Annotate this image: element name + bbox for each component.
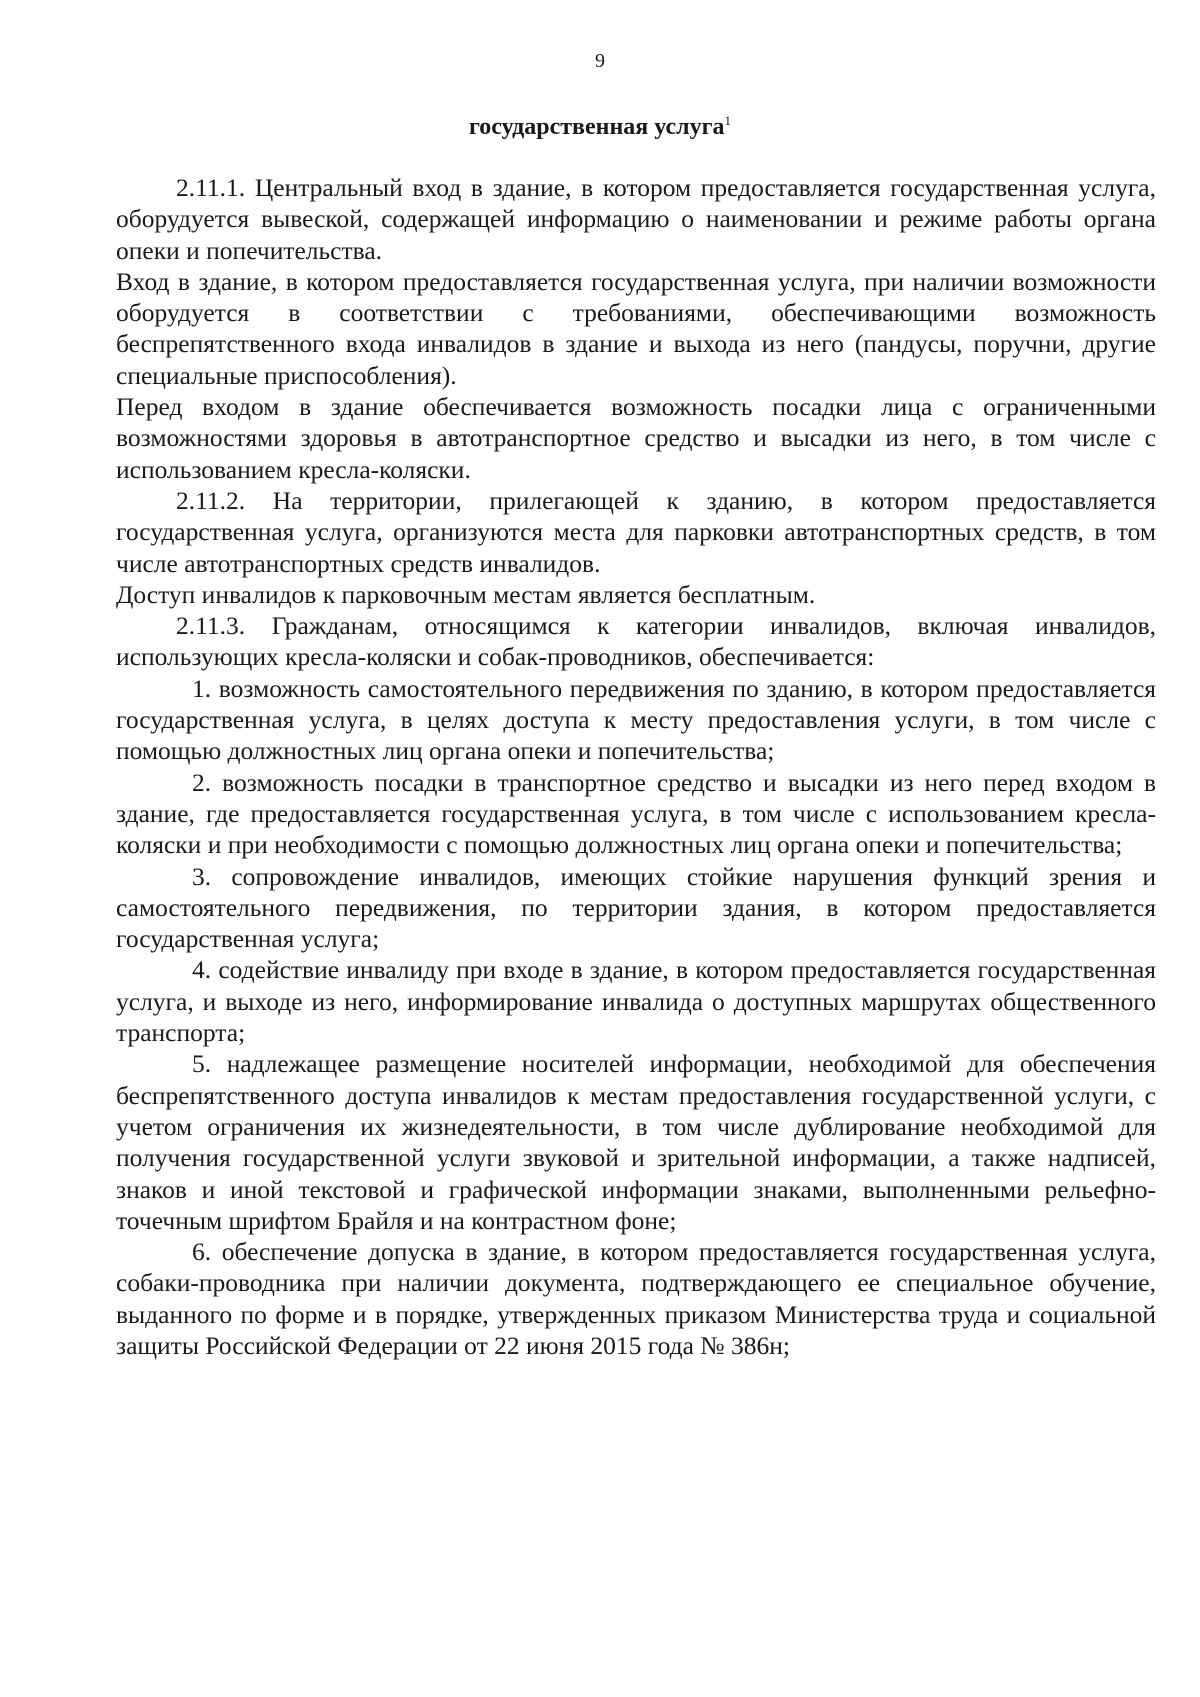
heading-footnote-mark: 1: [724, 113, 732, 128]
list-item-2: 2. возможность посадки в транспортное средство и высадки из него перед входом в здание, где предоставляется государственная услуга, в том числе с использованием кресла-коляски и при необходимости с помощью должностных лиц органа опеки и попечительства;: [116, 767, 1156, 860]
section-heading: [0, 113, 1200, 141]
heading-text: государственная услуга: [468, 114, 725, 140]
document-body: [116, 172, 1156, 1361]
list-item-3: 3. сопровождение инвалидов, имеющих стойкие нарушения функций зрения и самостоятельного передвижения, по территории здания, в котором предоставляется государственная услуга;: [116, 861, 1156, 954]
paragraph-2-11-2: 2.11.2. На территории, прилегающей к зданию, в котором предоставляется государственная услуга, организуются места для парковки автотранспортных средств, в том числе автотранспортных средств инвалидов.: [116, 485, 1156, 578]
paragraph-boarding: Перед входом в здание обеспечивается возможность посадки лица с ограниченными возможностями здоровья в автотранспортное средство и высадки из него, в том числе с использованием кресла-коляски.: [116, 392, 1156, 484]
page-number: 9: [595, 50, 605, 72]
list-item-4: 4. содействие инвалиду при входе в здание, в котором предоставляется государственная услуга, и выходе из него, информирование инвалида о доступных маршрутах общественного транспорта;: [116, 955, 1156, 1048]
list-item-1: 1. возможность самостоятельного передвижения по зданию, в котором предоставляется государственная услуга, в целях доступа к месту предоставления услуги, в том числе с помощью должностных лиц органа опеки и попечительства;: [116, 673, 1156, 766]
paragraph-2-11-3: 2.11.3. Гражданам, относящимся к категории инвалидов, включая инвалидов, использующих кресла-коляски и собак-проводников, обеспечивается:: [116, 611, 1156, 672]
list-item-5: 5. надлежащее размещение носителей информации, необходимой для обеспечения беспрепятственного доступа инвалидов к местам предоставления государственной услуги, с учетом ограничения их жизнедеятельности, в том числе дублирование необходимой для получения государственной услуги звуковой и зрительной информации, а также надписей, знаков и иной текстовой и графической информации знаками, выполненными рельефно-точечным шрифтом Брайля и на контрастном фоне;: [116, 1049, 1156, 1235]
list-item-6: 6. обеспечение допуска в здание, в котором предоставляется государственная услуга, собаки-проводника при наличии документа, подтверждающего ее специальное обучение, выданного по форме и в порядке, утвержденных приказом Министерства труда и социальной защиты Российской Федерации от 22 июня 2015 года № 386н;: [116, 1237, 1156, 1360]
paragraph-2-11-1: 2.11.1. Центральный вход в здание, в котором предоставляется государственная услуга, оборудуется вывеской, содержащей информацию о наименовании и режиме работы органа опеки и попечительства.: [116, 173, 1156, 265]
paragraph-entrance-equipment: Вход в здание, в котором предоставляется государственная услуга, при наличии возможности оборудуется в соответствии с требованиями, обеспечивающими возможность беспрепятственного входа инвалидов в здание и выхода из него (пандусы, поручни, другие специальные приспособления).: [116, 266, 1156, 390]
paragraph-parking-access: Доступ инвалидов к парковочным местам является бесплатным.: [116, 579, 816, 609]
